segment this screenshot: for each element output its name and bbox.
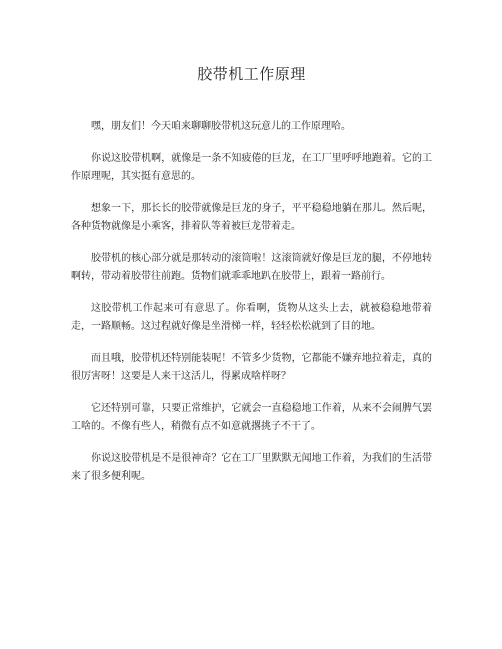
paragraph-8: 你说这胶带机是不是很神奇？它在工厂里默默无闻地工作着，为我们的生活带来了很多便利呢。 bbox=[71, 453, 432, 482]
paragraph-2: 你说这胶带机啊，就像是一条不知疲倦的巨龙，在工厂里呼呼地跑着。它的工作原理呢，其实挺有意思的。 bbox=[71, 153, 432, 182]
paragraph-6: 而且哦，胶带机还特别能装呢！不管多少货物，它都能不嫌弃地拉着走，真的很厉害呀！这要是人来干这活儿，得累成啥样呀？ bbox=[71, 353, 432, 382]
document-title: 胶带机工作原理 bbox=[197, 65, 306, 83]
paragraph-7: 它还特别可靠，只要正常维护，它就会一直稳稳地工作着，从来不会闹脾气罢工啥的。不像有些人，稍微有点不如意就撂挑子不干了。 bbox=[71, 403, 432, 432]
paragraph-1: 嘿，朋友们！今天咱来聊聊胶带机这玩意儿的工作原理哈。 bbox=[91, 121, 351, 132]
paragraph-4: 胶带机的核心部分就是那转动的滚筒啦！这滚筒就好像是巨龙的腿，不停地转啊转，带动着胶带往前跑。货物们就乖乖地趴在胶带上，跟着一路前行。 bbox=[71, 253, 432, 282]
paragraph-3: 想象一下，那长长的胶带就像是巨龙的身子，平平稳稳地躺在那儿。然后呢，各种货物就像是小乘客，排着队等着被巨龙带着走。 bbox=[71, 203, 432, 232]
document-body bbox=[71, 118, 432, 486]
paragraph-5: 这胶带机工作起来可有意思了。你看啊，货物从这头上去，就被稳稳地带着走，一路顺畅。这过程就好像是坐滑梯一样，轻轻松松就到了目的地。 bbox=[71, 303, 432, 332]
